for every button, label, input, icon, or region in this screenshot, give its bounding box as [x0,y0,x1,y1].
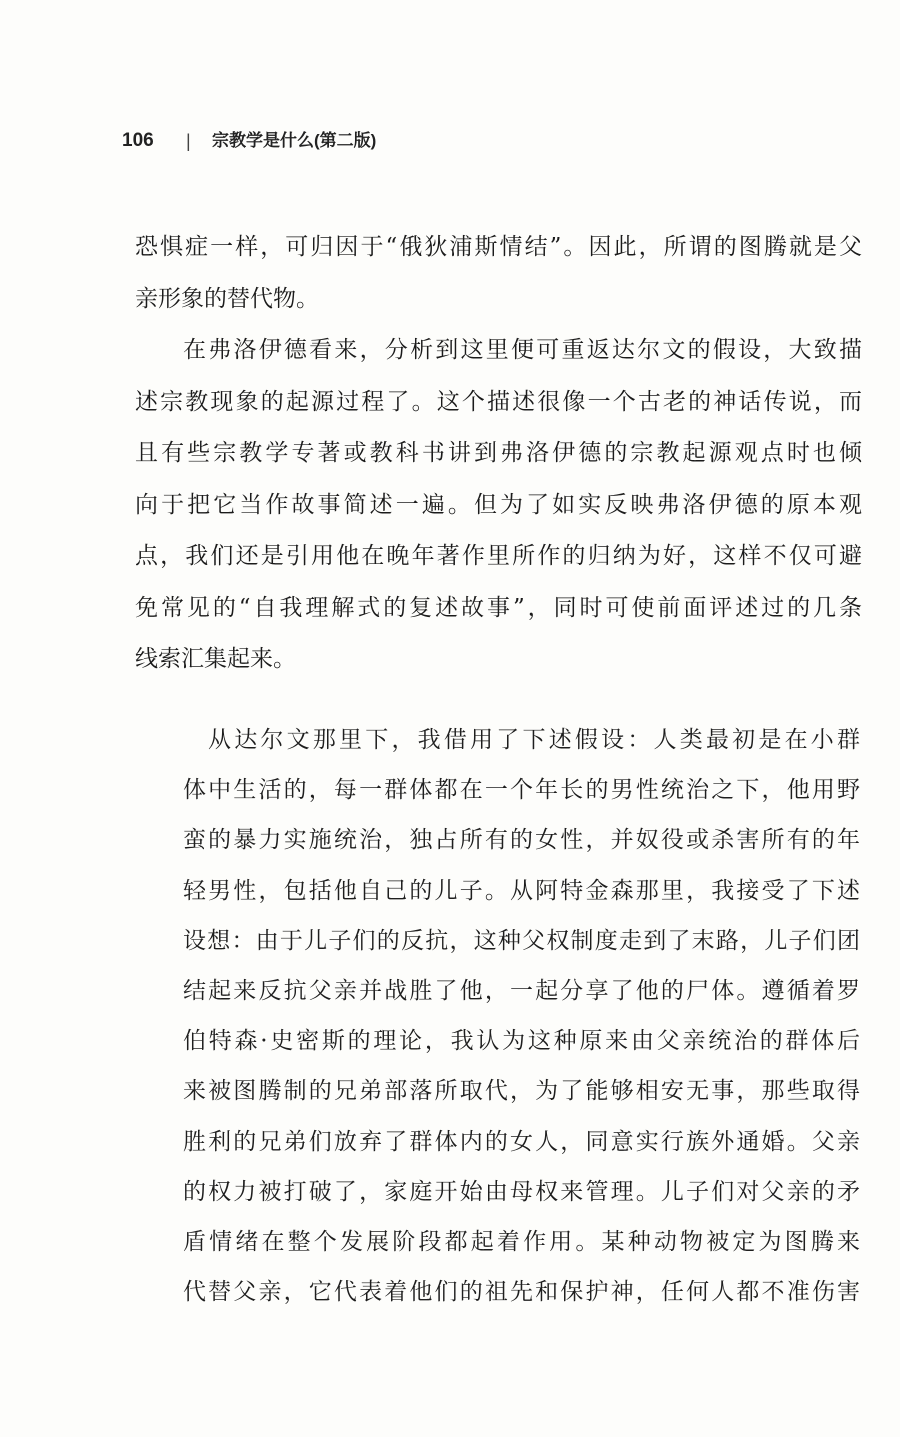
paragraph [135,325,862,686]
text-line: 点，我们还是引用他在晚年著作里所作的归纳为好，这样不仅可避 [135,543,862,569]
quote-line: 胜利的兄弟们放弃了群体内的女人，同意实行族外通婚。父亲 [183,1128,860,1155]
quote-line: 设想：由于儿子们的反抗，这种父权制度走到了末路，儿子们团 [183,927,860,954]
quote-line: 伯特森·史密斯的理论，我认为这种原来由父亲统治的群体后 [183,1028,860,1055]
paragraph-continued [135,222,862,325]
text-line: 免常见的“自我理解式的复述故事”，同时可使前面评述过的几条 [135,594,862,621]
text-line: 且有些宗教学专著或教科书讲到弗洛伊德的宗教起源观点时也倾 [135,440,862,466]
running-header [122,128,442,154]
quote-line: 盾情绪在整个发展阶段都起着作用。某种动物被定为图腾来 [183,1228,860,1255]
quote-line: 的权力被打破了，家庭开始由母权来管理。儿子们对父亲的矛 [183,1178,860,1205]
quote-line: 体中生活的，每一群体都在一个年长的男性统治之下，他用野 [183,777,860,804]
text-line: 线索汇集起来。 [135,646,296,672]
header-separator: | [186,131,191,151]
quote-line: 代替父亲，它代表着他们的祖先和保护神，任何人都不准伤害 [183,1279,860,1306]
block-quote [183,715,860,1317]
text-line: 述宗教现象的起源过程了。这个描述很像一个古老的神话传说，而 [135,388,862,415]
page-number: 106 [122,130,154,151]
text-line: 恐惧症一样，可归因于“俄狄浦斯情结”。因此，所谓的图腾就是父 [135,234,862,260]
body-text [135,222,862,686]
text-line: 向于把它当作故事简述一遍。但为了如实反映弗洛伊德的原本观 [135,491,862,518]
quote-line: 蛮的暴力实施统治，独占所有的女性，并奴役或杀害所有的年 [183,827,860,854]
quote-line: 从达尔文那里下，我借用了下述假设：人类最初是在小群 [208,727,860,753]
quote-line: 结起来反抗父亲并战胜了他，一起分享了他的尸体。遵循着罗 [183,977,860,1004]
text-line: 在弗洛伊德看来，分析到这里便可重返达尔文的假设，大致描 [183,337,862,363]
text-line: 亲形象的替代物。 [135,285,319,312]
book-title: 宗教学是什么(第二版) [212,131,377,150]
quote-line: 来被图腾制的兄弟部落所取代，为了能够相安无事，那些取得 [183,1078,860,1105]
quote-line: 轻男性，包括他自己的儿子。从阿特金森那里，我接受了下述 [183,877,860,904]
